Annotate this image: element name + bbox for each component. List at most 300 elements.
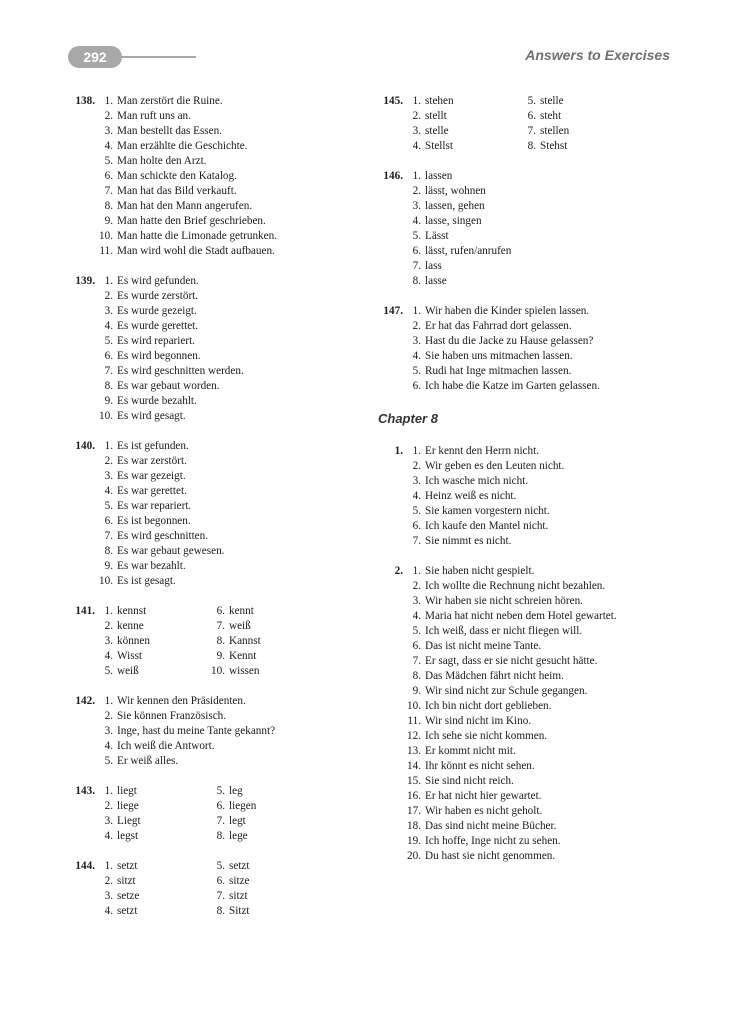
answer-item xyxy=(376,579,676,594)
answer-item xyxy=(488,109,561,124)
item-number: 1. xyxy=(412,95,421,107)
item-text: Ich kaufe den Mantel nicht. xyxy=(425,520,549,532)
answer-item xyxy=(376,474,676,489)
answer-item xyxy=(376,444,676,459)
item-text: Du hast sie nicht genommen. xyxy=(425,850,556,862)
item-number: 7. xyxy=(216,815,225,827)
exercise-number: 140. xyxy=(75,440,95,452)
item-text: Ich bin nicht dort geblieben. xyxy=(425,700,552,712)
item-text: Sitzt xyxy=(229,905,250,917)
item-text: stellt xyxy=(425,110,447,122)
answer-item xyxy=(376,199,676,214)
item-number: 6. xyxy=(216,605,225,617)
answer-item xyxy=(376,594,676,609)
answer-item xyxy=(488,124,569,139)
item-text: Wisst xyxy=(117,650,143,662)
item-number: 10. xyxy=(99,410,113,422)
answer-item xyxy=(376,669,676,684)
item-text: Maria hat nicht neben dem Hotel gewartet. xyxy=(425,610,617,622)
item-number: 14. xyxy=(407,760,421,772)
answer-item xyxy=(376,654,676,669)
answer-item xyxy=(376,699,676,714)
item-text: Man schickte den Katalog. xyxy=(117,170,237,182)
answer-item xyxy=(68,319,368,334)
answer-item xyxy=(177,829,248,844)
answer-item xyxy=(68,814,141,829)
answer-item xyxy=(68,559,368,574)
exercise xyxy=(376,564,676,864)
item-number: 9. xyxy=(104,560,113,572)
item-text: Man holte den Arzt. xyxy=(117,155,207,167)
exercise-number: 139. xyxy=(75,275,95,287)
item-number: 12. xyxy=(407,730,421,742)
exercise-number: 138. xyxy=(75,95,95,107)
item-text: Er hat nicht hier gewartet. xyxy=(425,790,542,802)
item-text: Das ist nicht meine Tante. xyxy=(425,640,542,652)
item-text: Wir kennen den Präsidenten. xyxy=(117,695,246,707)
answer-item xyxy=(68,169,368,184)
exercise-number: 145. xyxy=(383,95,403,107)
answer-item xyxy=(177,814,246,829)
item-text: kenne xyxy=(117,620,144,632)
item-text: Rudi hat Inge mitmachen lassen. xyxy=(425,365,572,377)
item-number: 1. xyxy=(412,565,421,577)
item-text: Man bestellt das Essen. xyxy=(117,125,223,137)
item-text: Ich weiß, dass er nicht fliegen will. xyxy=(425,625,583,637)
answer-item xyxy=(376,109,447,124)
item-text: steht xyxy=(540,110,562,122)
item-number: 10. xyxy=(99,575,113,587)
item-number: 6. xyxy=(216,800,225,812)
answer-item xyxy=(376,459,676,474)
answer-item xyxy=(68,364,368,379)
item-text: stellen xyxy=(540,125,570,137)
answer-item xyxy=(376,714,676,729)
item-number: 7. xyxy=(104,185,113,197)
item-number: 2. xyxy=(104,710,113,722)
exercise-number: 146. xyxy=(383,170,403,182)
item-text: Ich wollte die Rechnung nicht bezahlen. xyxy=(425,580,606,592)
item-number: 4. xyxy=(104,740,113,752)
item-number: 2. xyxy=(412,185,421,197)
item-number: 9. xyxy=(412,685,421,697)
item-text: Ich wasche mich nicht. xyxy=(425,475,529,487)
item-number: 2. xyxy=(104,455,113,467)
item-text: Es war zerstört. xyxy=(117,455,187,467)
item-text: Kennt xyxy=(229,650,257,662)
item-number: 1. xyxy=(412,445,421,457)
item-number: 2. xyxy=(104,290,113,302)
item-number: 4. xyxy=(412,215,421,227)
item-text: Man hat das Bild verkauft. xyxy=(117,185,237,197)
answer-item xyxy=(68,724,368,739)
exercise xyxy=(68,604,368,679)
item-text: Stehst xyxy=(540,140,568,152)
item-number: 7. xyxy=(216,620,225,632)
item-number: 5. xyxy=(104,500,113,512)
item-number: 4. xyxy=(104,650,113,662)
header-rule xyxy=(120,56,196,58)
item-number: 1. xyxy=(104,860,113,872)
item-number: 10. xyxy=(407,700,421,712)
answer-item xyxy=(68,799,139,814)
item-text: Heinz weiß es nicht. xyxy=(425,490,517,502)
exercise xyxy=(376,444,676,549)
item-text: setzt xyxy=(229,860,250,872)
answer-item xyxy=(376,639,676,654)
item-number: 8. xyxy=(527,140,536,152)
item-text: Ihr könnt es nicht sehen. xyxy=(425,760,535,772)
answer-item xyxy=(376,94,454,109)
answer-item xyxy=(68,664,139,679)
answer-item xyxy=(488,139,567,154)
item-number: 2. xyxy=(412,110,421,122)
answer-item xyxy=(376,504,676,519)
item-text: sitzt xyxy=(229,890,248,902)
item-number: 5. xyxy=(527,95,536,107)
answer-item xyxy=(376,169,676,184)
item-number: 4. xyxy=(412,140,421,152)
item-number: 6. xyxy=(104,350,113,362)
item-text: Wir sind nicht zur Schule gegangen. xyxy=(425,685,588,697)
item-number: 5. xyxy=(216,785,225,797)
answer-item xyxy=(68,154,368,169)
exercise xyxy=(68,694,368,769)
answer-item xyxy=(68,199,368,214)
item-number: 1. xyxy=(104,785,113,797)
answer-item xyxy=(68,574,368,589)
item-text: Es war repariert. xyxy=(117,500,192,512)
item-text: kennst xyxy=(117,605,147,617)
answer-item xyxy=(376,304,676,319)
item-number: 4. xyxy=(104,140,113,152)
item-number: 5. xyxy=(412,505,421,517)
item-text: Es wurde zerstört. xyxy=(117,290,199,302)
exercise xyxy=(68,439,368,589)
item-text: Wir sind nicht im Kino. xyxy=(425,715,532,727)
item-text: Es ist gesagt. xyxy=(117,575,176,587)
item-text: legt xyxy=(229,815,246,827)
answer-grid xyxy=(68,784,368,844)
answer-item xyxy=(68,304,368,319)
item-number: 7. xyxy=(412,260,421,272)
item-text: Es wird begonnen. xyxy=(117,350,201,362)
item-text: Es wird geschnitten werden. xyxy=(117,365,244,377)
item-number: 1. xyxy=(412,305,421,317)
item-text: setze xyxy=(117,890,140,902)
answer-item xyxy=(68,544,368,559)
item-text: Inge, hast du meine Tante gekannt? xyxy=(117,725,276,737)
item-text: Kannst xyxy=(229,635,261,647)
answer-item xyxy=(68,109,368,124)
answer-item xyxy=(177,859,250,874)
answer-item xyxy=(376,684,676,699)
item-text: Wir geben es den Leuten nicht. xyxy=(425,460,565,472)
answer-item xyxy=(68,334,368,349)
item-text: Das sind nicht meine Bücher. xyxy=(425,820,557,832)
answer-item xyxy=(488,94,564,109)
item-text: weiß xyxy=(229,620,251,632)
item-number: 8. xyxy=(104,200,113,212)
answer-item xyxy=(68,739,368,754)
item-number: 3. xyxy=(412,475,421,487)
item-number: 2. xyxy=(104,875,113,887)
answer-item xyxy=(376,744,676,759)
item-text: Es ist begonnen. xyxy=(117,515,191,527)
item-number: 20. xyxy=(407,850,421,862)
item-number: 7. xyxy=(412,655,421,667)
item-text: Es war gebaut worden. xyxy=(117,380,220,392)
item-number: 18. xyxy=(407,820,421,832)
answer-item xyxy=(376,349,676,364)
answer-item xyxy=(177,874,250,889)
answer-item xyxy=(68,439,368,454)
item-text: können xyxy=(117,635,150,647)
answer-item xyxy=(376,214,676,229)
item-text: setzt xyxy=(117,905,138,917)
item-number: 6. xyxy=(412,245,421,257)
exercise xyxy=(376,94,676,154)
item-text: stelle xyxy=(540,95,564,107)
answer-item xyxy=(68,649,142,664)
item-number: 6. xyxy=(412,520,421,532)
answer-item xyxy=(68,514,368,529)
exercise-number: 142. xyxy=(75,695,95,707)
answer-item xyxy=(177,664,259,679)
right-column xyxy=(376,94,676,879)
item-text: Sie haben uns mitmachen lassen. xyxy=(425,350,573,362)
answer-item xyxy=(376,364,676,379)
item-text: leg xyxy=(229,785,243,797)
answer-item xyxy=(376,259,676,274)
item-text: Es wurde gezeigt. xyxy=(117,305,197,317)
item-number: 6. xyxy=(104,515,113,527)
item-number: 11. xyxy=(407,715,421,727)
item-number: 6. xyxy=(216,875,225,887)
item-number: 8. xyxy=(412,275,421,287)
running-title: Answers to Exercises xyxy=(525,47,670,63)
item-number: 3. xyxy=(104,635,113,647)
answer-item xyxy=(68,229,368,244)
item-text: Es wird gefunden. xyxy=(117,275,199,287)
answer-item xyxy=(376,849,676,864)
item-text: Man ruft uns an. xyxy=(117,110,191,122)
item-text: Er sagt, dass er sie nicht gesucht hätte. xyxy=(425,655,598,667)
item-text: Es wird gesagt. xyxy=(117,410,186,422)
item-text: Es war gerettet. xyxy=(117,485,187,497)
answer-item xyxy=(376,729,676,744)
item-number: 2. xyxy=(412,320,421,332)
answer-item xyxy=(68,784,137,799)
answer-item xyxy=(68,874,136,889)
exercise-number: 2. xyxy=(394,565,403,577)
answer-item xyxy=(376,624,676,639)
answer-item xyxy=(68,889,139,904)
item-number: 8. xyxy=(216,830,225,842)
answer-grid xyxy=(376,94,676,154)
answer-item xyxy=(376,834,676,849)
item-number: 2. xyxy=(104,620,113,632)
answer-item xyxy=(376,184,676,199)
item-text: Es war bezahlt. xyxy=(117,560,186,572)
item-text: lass xyxy=(425,260,442,272)
item-number: 5. xyxy=(412,230,421,242)
exercise-number: 143. xyxy=(75,785,95,797)
item-number: 5. xyxy=(412,625,421,637)
item-text: Ich weiß die Antwort. xyxy=(117,740,215,752)
answer-item xyxy=(177,784,243,799)
item-number: 2. xyxy=(104,800,113,812)
item-number: 11. xyxy=(99,245,113,257)
item-text: Sie sind nicht reich. xyxy=(425,775,514,787)
item-text: Ich sehe sie nicht kommen. xyxy=(425,730,548,742)
item-text: Lässt xyxy=(425,230,449,242)
item-number: 17. xyxy=(407,805,421,817)
item-text: Es wurde bezahlt. xyxy=(117,395,197,407)
answer-item xyxy=(68,634,150,649)
item-text: lasse xyxy=(425,275,447,287)
chapter-heading: Chapter 8 xyxy=(378,411,438,426)
answer-grid xyxy=(68,604,368,679)
item-number: 4. xyxy=(104,320,113,332)
item-number: 16. xyxy=(407,790,421,802)
item-number: 8. xyxy=(104,545,113,557)
answer-item xyxy=(68,379,368,394)
item-text: Sie nimmt es nicht. xyxy=(425,535,512,547)
answer-item xyxy=(376,759,676,774)
item-number: 1. xyxy=(104,275,113,287)
item-number: 1. xyxy=(104,440,113,452)
answer-item xyxy=(68,454,368,469)
answer-item xyxy=(177,619,251,634)
item-number: 6. xyxy=(412,640,421,652)
answer-item xyxy=(376,319,676,334)
item-number: 9. xyxy=(104,395,113,407)
item-text: Hast du die Jacke zu Hause gelassen? xyxy=(425,335,594,347)
answer-item xyxy=(376,244,676,259)
item-text: Ich hoffe, Inge nicht zu sehen. xyxy=(425,835,561,847)
page-header xyxy=(0,0,737,80)
answer-item xyxy=(68,274,368,289)
answer-item xyxy=(376,534,676,549)
item-number: 4. xyxy=(104,830,113,842)
item-number: 10. xyxy=(211,665,225,677)
item-text: setzt xyxy=(117,860,138,872)
item-number: 3. xyxy=(412,335,421,347)
answer-item xyxy=(68,244,368,259)
item-number: 5. xyxy=(412,365,421,377)
answer-item xyxy=(376,519,676,534)
item-text: Er weiß alles. xyxy=(117,755,179,767)
answer-item xyxy=(68,409,368,424)
answer-item xyxy=(376,334,676,349)
item-number: 1. xyxy=(104,95,113,107)
item-number: 3. xyxy=(104,725,113,737)
item-text: sitzt xyxy=(117,875,136,887)
exercise xyxy=(68,274,368,424)
answer-item xyxy=(177,799,256,814)
answer-grid xyxy=(68,859,368,919)
item-text: wissen xyxy=(229,665,260,677)
item-text: Wir haben es nicht geholt. xyxy=(425,805,543,817)
item-number: 7. xyxy=(104,530,113,542)
item-text: stehen xyxy=(425,95,454,107)
item-number: 4. xyxy=(412,610,421,622)
item-number: 3. xyxy=(412,200,421,212)
item-number: 15. xyxy=(407,775,421,787)
item-text: Man wird wohl die Stadt aufbauen. xyxy=(117,245,275,257)
item-number: 1. xyxy=(412,170,421,182)
item-text: Sie kamen vorgestern nicht. xyxy=(425,505,550,517)
answer-item xyxy=(68,94,368,109)
item-number: 5. xyxy=(104,755,113,767)
answer-item xyxy=(68,214,368,229)
item-number: 4. xyxy=(104,905,113,917)
item-number: 4. xyxy=(412,350,421,362)
answer-item xyxy=(376,774,676,789)
item-number: 7. xyxy=(104,365,113,377)
item-text: Er kennt den Herrn nicht. xyxy=(425,445,540,457)
item-number: 3. xyxy=(104,890,113,902)
answer-item xyxy=(68,904,138,919)
item-text: Es war gezeigt. xyxy=(117,470,186,482)
exercise xyxy=(376,304,676,394)
answer-item xyxy=(68,709,368,724)
answer-item xyxy=(68,499,368,514)
item-text: weiß xyxy=(117,665,139,677)
page-number-badge: 292 xyxy=(68,46,122,68)
item-text: lege xyxy=(229,830,248,842)
exercise xyxy=(68,94,368,259)
item-number: 3. xyxy=(412,125,421,137)
item-text: sitze xyxy=(229,875,250,887)
item-number: 8. xyxy=(216,635,225,647)
item-text: Es wird geschnitten. xyxy=(117,530,209,542)
exercise-number: 141. xyxy=(75,605,95,617)
item-text: Sie haben nicht gespielt. xyxy=(425,565,535,577)
item-number: 8. xyxy=(216,905,225,917)
item-text: lassen, gehen xyxy=(425,200,485,212)
answer-item xyxy=(68,829,138,844)
answer-item xyxy=(68,139,368,154)
item-text: Sie können Französisch. xyxy=(117,710,227,722)
item-number: 4. xyxy=(412,490,421,502)
answer-item xyxy=(177,649,256,664)
item-text: Man hat den Mann angerufen. xyxy=(117,200,253,212)
answer-item xyxy=(68,124,368,139)
item-text: lässt, wohnen xyxy=(425,185,486,197)
item-number: 8. xyxy=(412,670,421,682)
item-text: Das Mädchen fährt nicht heim. xyxy=(425,670,564,682)
item-text: Liegt xyxy=(117,815,141,827)
item-number: 5. xyxy=(216,860,225,872)
left-column xyxy=(68,94,368,934)
item-number: 1. xyxy=(104,605,113,617)
answer-item xyxy=(376,819,676,834)
item-number: 1. xyxy=(104,695,113,707)
item-number: 2. xyxy=(412,460,421,472)
item-text: Wir haben die Kinder spielen lassen. xyxy=(425,305,590,317)
answer-item xyxy=(68,469,368,484)
item-text: Stellst xyxy=(425,140,453,152)
item-number: 2. xyxy=(104,110,113,122)
item-number: 19. xyxy=(407,835,421,847)
item-number: 9. xyxy=(216,650,225,662)
exercise-number: 1. xyxy=(394,445,403,457)
item-text: lässt, rufen/anrufen xyxy=(425,245,512,257)
item-number: 3. xyxy=(412,595,421,607)
answer-item xyxy=(68,694,368,709)
